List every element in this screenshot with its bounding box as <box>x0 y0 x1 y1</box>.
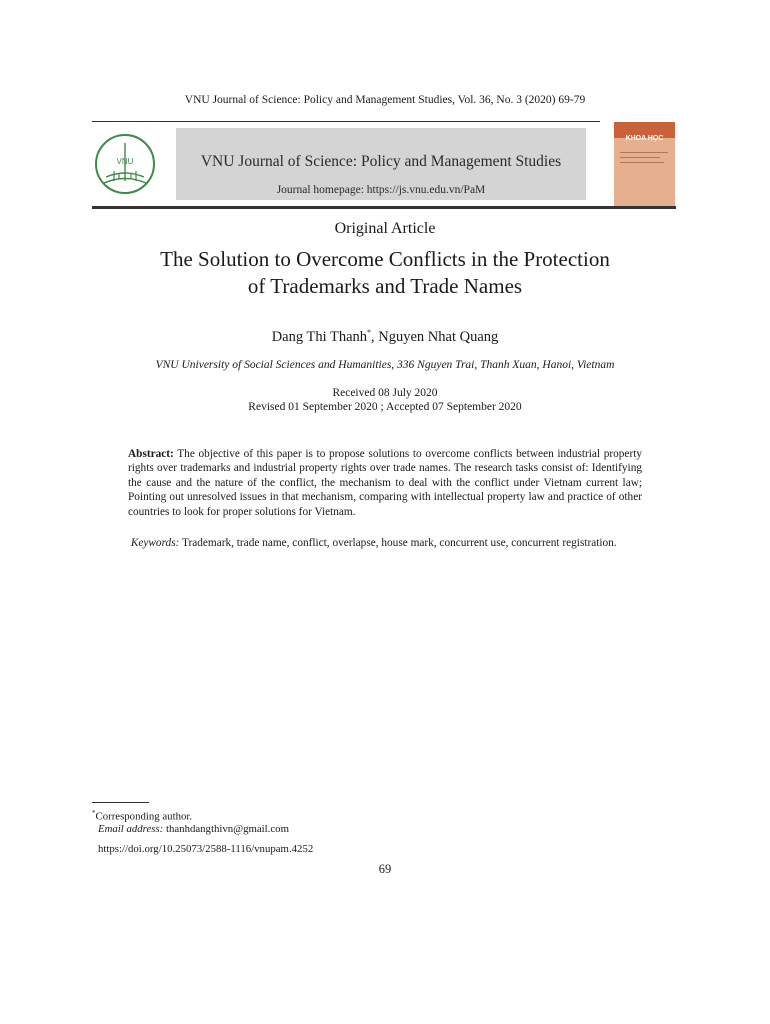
article-type: Original Article <box>334 220 436 237</box>
corresponding-text: Corresponding author. <box>95 810 193 823</box>
cover-title: KHOA HỌC <box>625 135 664 142</box>
title-line-1: The Solution to Overcome Conflicts in the Protection <box>160 247 610 271</box>
footnote-mark: * <box>92 809 96 817</box>
header-thick-rule <box>92 206 676 209</box>
keywords-label: Keywords: <box>130 537 180 549</box>
article-dates <box>0 386 770 414</box>
email-address[interactable]: thanhdangthivn@gmail.com <box>165 823 289 835</box>
abstract <box>128 447 642 519</box>
affiliation: VNU University of Social Sciences and Humanities, 336 Nguyen Trai, Thanh Xuan, Hanoi, Vietnam <box>155 359 615 371</box>
email-label: Email address: <box>98 823 164 835</box>
running-head: VNU Journal of Science: Policy and Management Studies, Vol. 36, No. 3 (2020) 69-79 <box>184 94 586 106</box>
keywords <box>128 536 642 550</box>
received-date: Received 08 July 2020 <box>332 387 438 399</box>
article-title <box>100 246 670 300</box>
journal-name: VNU Journal of Science: Policy and Management Studies <box>200 153 562 170</box>
page-number: 69 <box>378 862 392 876</box>
footnote-rule <box>92 802 149 803</box>
author-2: Nguyen Nhat Quang <box>378 328 499 345</box>
doi-link[interactable]: https://doi.org/10.25073/2588-1116/vnupam.4252 <box>98 843 314 855</box>
corresponding-author-note <box>92 809 192 823</box>
header-rule <box>92 121 600 122</box>
journal-homepage[interactable]: Journal homepage: https://js.vnu.edu.vn/PaM <box>276 184 486 196</box>
abstract-text: The objective of this paper is to propose solutions to overcome conflicts between industrial property rights over trademarks and industrial property rights over trade names. The research tasks consist of: Identifying the cause and the nature of the conflict, the mechanism to deal with the conflict under Vietnam current law; Pointing out unresolved issues in that mechanism, comparing with intellectual property law and practice of other countries to look for proper solutions for Vietnam. <box>128 448 642 518</box>
abstract-label: Abstract: <box>128 448 174 460</box>
keywords-text: Trademark, trade name, conflict, overlapse, house mark, concurrent use, concurrent registration. <box>181 537 617 549</box>
revised-accepted-date: Revised 01 September 2020 ; Accepted 07 September 2020 <box>248 401 522 413</box>
email-note <box>98 823 289 835</box>
author-1: Dang Thi Thanh <box>271 328 368 345</box>
logo-text: VNU <box>116 157 134 166</box>
corresponding-mark: * <box>367 328 372 337</box>
vnu-logo-icon <box>94 133 156 195</box>
journal-cover-thumbnail <box>614 122 675 206</box>
author-separator: , <box>371 328 379 345</box>
authors <box>0 328 770 346</box>
title-line-2: of Trademarks and Trade Names <box>247 274 523 298</box>
